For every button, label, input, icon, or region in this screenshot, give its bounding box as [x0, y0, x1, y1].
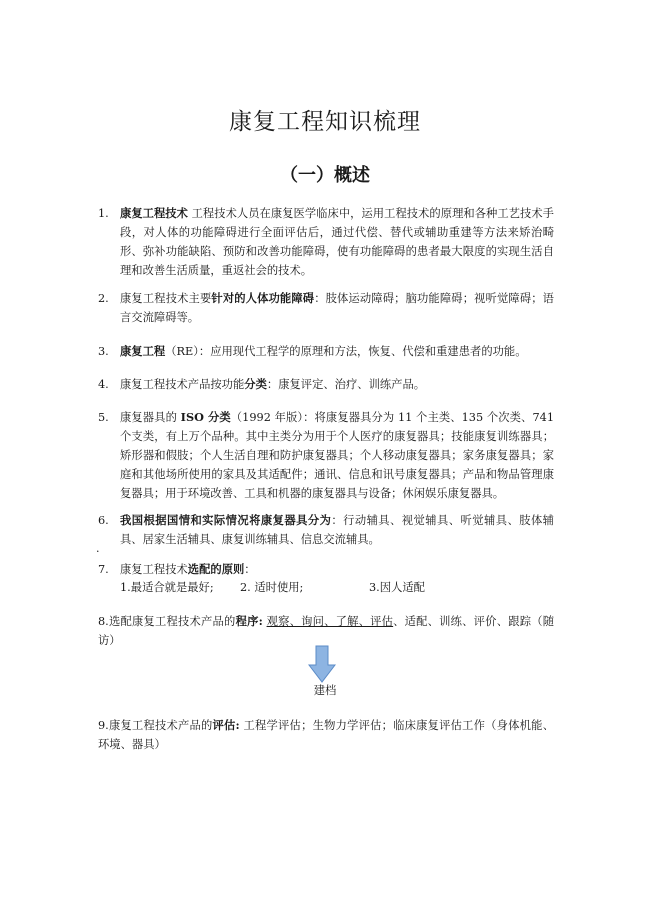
principle-item: 3.因人适配	[369, 581, 425, 594]
item-term: ISO 分类	[180, 410, 231, 424]
item-text: 工程学评估；生物力学评估；临床康复评估工作（身体机能、环境、器具）	[98, 719, 554, 751]
item-body	[120, 560, 554, 579]
item-term: 康复工程	[120, 344, 166, 358]
page-title: 康复工程知识梳理	[229, 109, 421, 135]
item-body	[120, 204, 554, 280]
item-text: ：	[244, 563, 256, 576]
item-text: 工程技术人员在康复医学临床中，运用工程技术的原理和各种工艺技术手段，对人体的功能障碍进行全面评估后，通过代偿、替代或辅助重建等方法来矫治畸形、弥补功能缺陷、预防和改善功能障碍，使有功能障碍的患者最大限度的实现生活自理和改善生活质量，重返社会的技术。	[120, 207, 554, 277]
item-number: 5.	[98, 411, 109, 424]
item-text: 、适配、训练、评价、跟踪（随访）	[98, 615, 555, 647]
item-term: 选配的原则	[187, 562, 245, 576]
item-body	[120, 289, 554, 327]
item-prefix: 康复工程技术主要	[120, 292, 212, 305]
item-text: ：肢体运动障碍；脑功能障碍；视听觉障碍；语言交流障碍等。	[120, 292, 554, 324]
item-number: 1.	[98, 207, 109, 220]
down-arrow-icon	[308, 645, 336, 683]
item-number: 4.	[98, 378, 109, 391]
item-text: （1992 年版）：将康复器具分为 11 个主类、135 个次类、741 个支类，有上万个品种。其中主类分为用于个人医疗的康复器具；技能康复训练器具；矫形器和假肢；个人生活自理和防护康复器具；个人移动康复器具；家务康复器具；家庭和其他场所使用的家具及其适配件；通讯、信息和讯号康复器具；产品和物品管理康复器具；用于环境改善、工具和机器的康复器具与设备；休闲娱乐康复器具。	[120, 411, 555, 500]
item-body	[120, 342, 554, 361]
item-prefix: 8.选配康复工程技术产品的	[98, 615, 236, 628]
item-term: 康复工程技术	[120, 206, 188, 220]
principle-item: 2. 适时使用;	[240, 581, 304, 594]
principles-row	[120, 579, 520, 598]
item-term: 分类	[244, 377, 267, 391]
item-number: 7.	[98, 563, 109, 576]
item-body	[120, 408, 554, 503]
section-heading: （一）概述	[280, 165, 370, 186]
item-body	[120, 511, 554, 549]
item-number: 2.	[98, 292, 109, 305]
item-prefix: 9.康复工程技术产品的	[98, 719, 213, 732]
item-text: ：康复评定、治疗、训练产品。	[266, 378, 426, 391]
item-prefix: 康复工程技术产品按功能	[120, 378, 245, 391]
stray-dot: .	[96, 542, 100, 555]
evaluation-paragraph	[98, 716, 554, 754]
item-term: 程序:	[235, 614, 263, 628]
archive-label: 建档	[313, 684, 337, 697]
item-text: ：行动辅具、视觉辅具、听觉辅具、肢体辅具、居家生活辅具、康复训练辅具、信息交流辅具。	[120, 514, 554, 546]
item-term: 针对的人体功能障碍	[211, 291, 315, 305]
item-number: 6.	[98, 514, 109, 527]
item-text: （RE）：应用现代工程学的原理和方法，恢复、代偿和重建患者的功能。	[165, 345, 527, 358]
item-prefix: 康复工程技术	[120, 563, 188, 576]
underlined-steps: 观察、询问、了解、评估	[266, 615, 394, 628]
principle-item: 1.最适合就是最好;	[120, 581, 214, 594]
item-term: 评估:	[212, 718, 240, 732]
item-body	[120, 375, 554, 394]
item-term: 我国根据国情和实际情况将康复器具分为	[120, 513, 332, 527]
item-prefix: 康复器具的	[120, 411, 181, 424]
item-number: 3.	[98, 345, 109, 358]
